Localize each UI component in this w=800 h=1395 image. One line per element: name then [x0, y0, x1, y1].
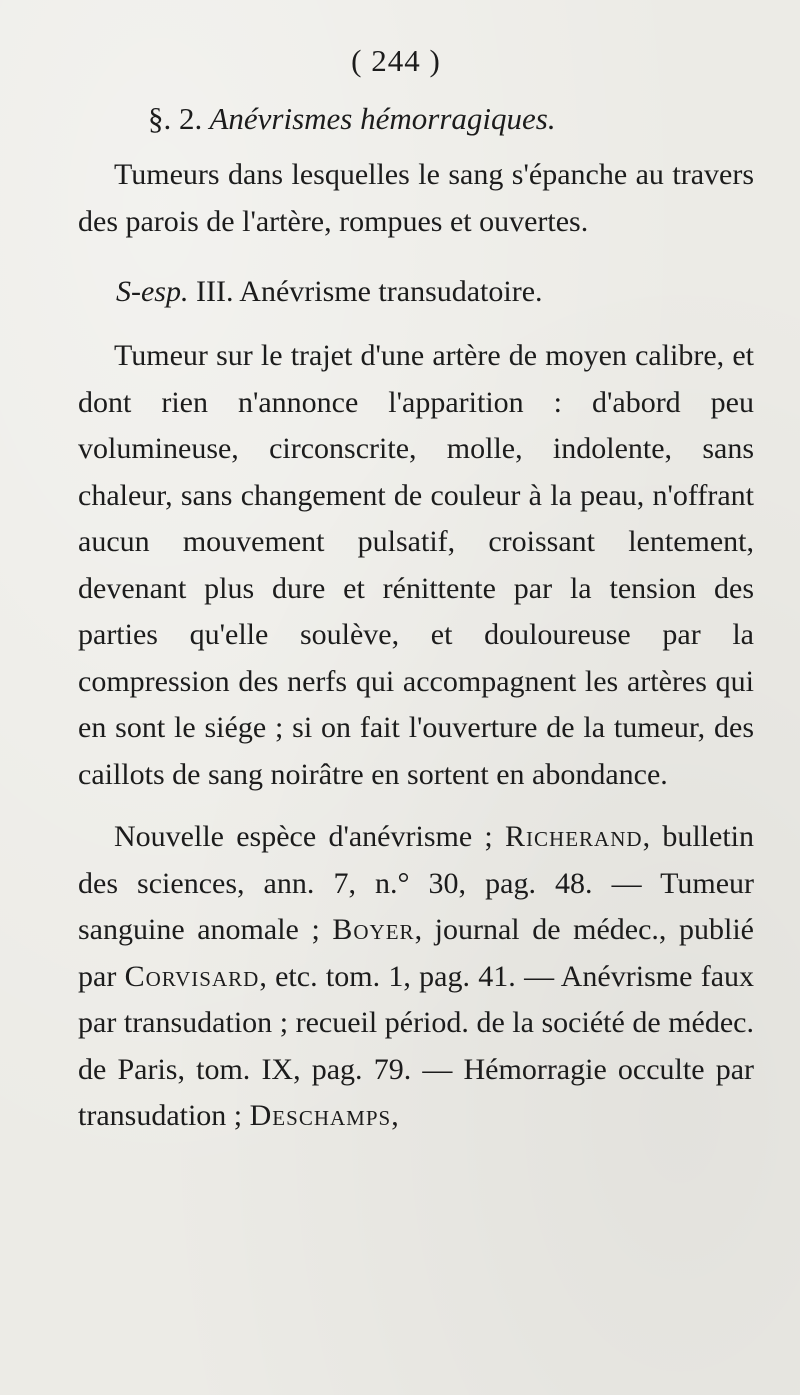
species-title: III. Anévrisme transudatoire. — [195, 275, 543, 308]
reference-text-5: , — [391, 1099, 399, 1132]
section-title: Anévrismes hémorragiques. — [209, 101, 556, 136]
page-number: ( 244 ) — [351, 43, 441, 78]
section-heading — [148, 94, 754, 144]
author-corvisard: Corvisard — [124, 959, 260, 993]
section-number: §. 2. — [148, 101, 203, 136]
species-heading — [116, 267, 754, 317]
description-paragraph: Tumeur sur le trajet d'une artère de moyen calibre, et dont rien n'annonce l'apparition : d'abord peu volumineuse, circonscrite, molle, indolente, sans chaleur, sans changement de couleur à la peau, n'offrant aucun mouvement pulsatif, croissant lentement, devenant plus dure et rénittente par la tension des parties qu'elle soulève, et douloureuse par la compression des nerfs qui accompagnent les artères qui en sont le siége ; si on fait l'ouverture de la tumeur, des caillots de sang noirâtre en sortent en abondance. — [78, 339, 754, 791]
reference-text-1: Nouvelle espèce d'anévrisme ; — [114, 820, 506, 853]
species-prefix: S-esp. — [116, 275, 189, 308]
references-paragraph — [78, 814, 754, 1140]
author-boyer: Boyer — [332, 913, 415, 946]
reference-text-3: , journal de médec., publié par — [78, 913, 754, 993]
author-richerand: Richerand — [505, 820, 643, 853]
reference-text-4: , etc. tom. 1, pag. 41. — Anévrisme faux par transudation ; recueil périod. de la société de médec. de Paris, tom. IX, pag. 79. — Hémorragie occulte par transudation ; — [78, 959, 755, 1132]
reference-text-2: , bulletin des sciences, ann. 7, n.° 30, pag. 48. — Tumeur sanguine anomale ; — [78, 820, 754, 946]
author-deschamps: Deschamps — [249, 1099, 392, 1132]
intro-paragraph: Tumeurs dans lesquelles le sang s'épanche au travers des parois de l'artère, rompues et ouvertes. — [78, 158, 754, 238]
paragraph-gap — [78, 798, 754, 814]
